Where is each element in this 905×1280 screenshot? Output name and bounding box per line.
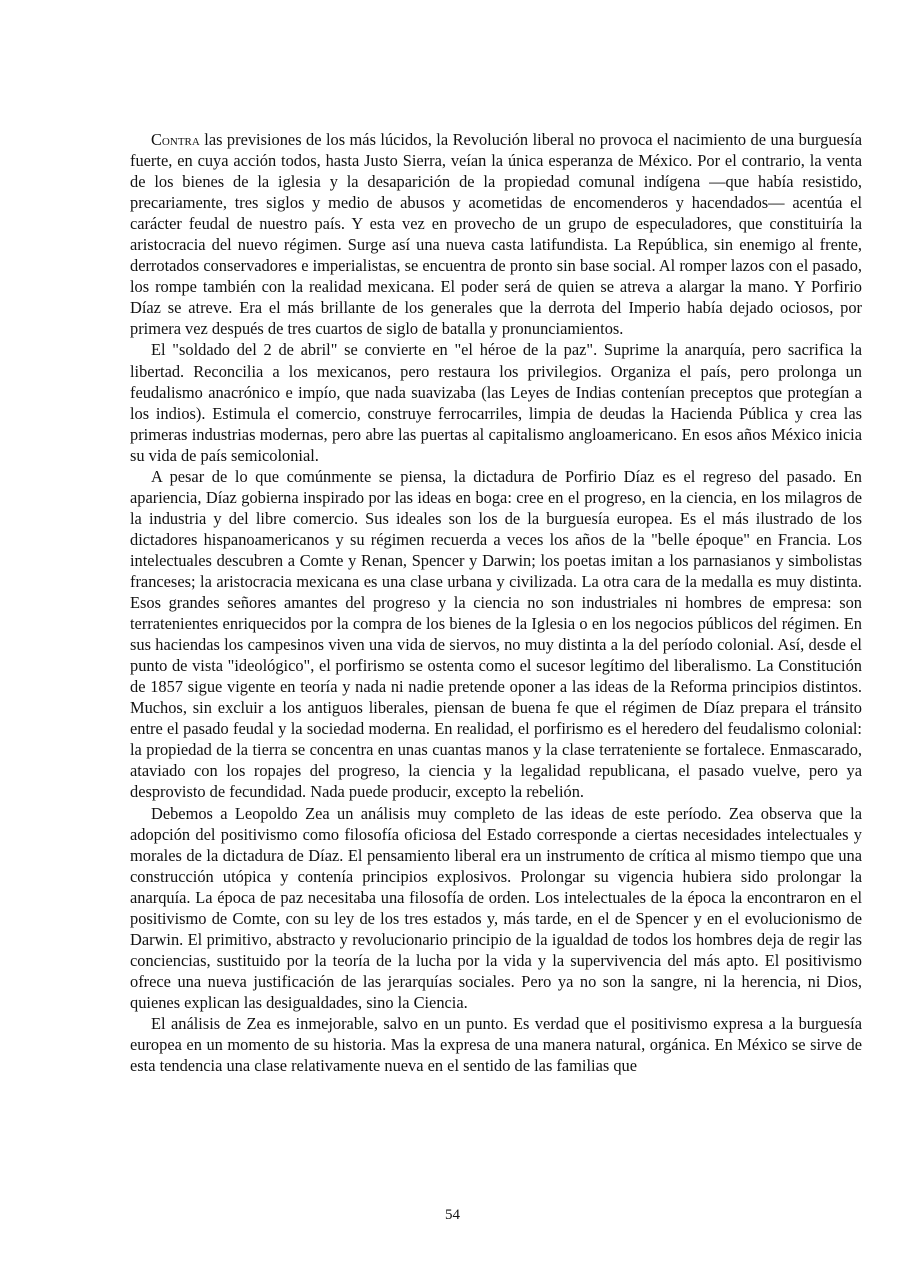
document-body — [130, 129, 862, 1076]
paragraph-lead-word: Contra — [151, 130, 200, 149]
paragraph-5: El análisis de Zea es inmejorable, salvo en un punto. Es verdad que el positivismo expresa a la burguesía europea en un momento de su historia. Mas la expresa de una manera natural, orgánica. En México se sirve de esta tendencia una clase relativamente nueva en el sentido de las familias que — [130, 1013, 862, 1076]
paragraph-4: Debemos a Leopoldo Zea un análisis muy completo de las ideas de este período. Zea observa que la adopción del positivismo como filosofía oficiosa del Estado corresponde a ciertas necesidades intelectuales y morales de la dictadura de Díaz. El pensamiento liberal era un instrumento de crítica al mismo tiempo que una construcción utópica y contenía principios explosivos. Prolongar su vigencia hubiera sido prolongar la anarquía. La época de paz necesitaba una filosofía de orden. Los intelectuales de la época la encontraron en el positivismo de Comte, con su ley de los tres estados y, más tarde, en el de Spencer y en el evolucionismo de Darwin. El primitivo, abstracto y revolucionario principio de la igualdad de todos los hombres deja de regir las conciencias, sustituido por la teoría de la lucha por la vida y la supervivencia del más apto. El positivismo ofrece una nueva justificación de las jerarquías sociales. Pero ya no son la sangre, ni la herencia, ni Dios, quienes explican las desigualdades, sino la Ciencia. — [130, 803, 862, 1012]
paragraph-3: A pesar de lo que comúnmente se piensa, la dictadura de Porfirio Díaz es el regreso del pasado. En apariencia, Díaz gobierna inspirado por las ideas en boga: cree en el progreso, en la ciencia, en los milagros de la industria y del libre comercio. Sus ideales son los de la burguesía europea. Es el más ilustrado de los dictadores hispanoamericanos y su régimen recuerda a veces los años de la "belle époque" en Francia. Los intelectuales descubren a Comte y Renan, Spencer y Darwin; los poetas imitan a los parnasianos y simbolistas franceses; la aristocracia mexicana es una clase urbana y civilizada. La otra cara de la medalla es muy distinta. Esos grandes señores amantes del progreso y la ciencia no son industriales ni hombres de empresa: son terratenientes enriquecidos por la compra de los bienes de la Iglesia o en los negocios públicos del régimen. En sus haciendas los campesinos viven una vida de siervos, no muy distinta a la del período colonial. Así, desde el punto de vista "ideológico", el porfirismo se ostenta como el sucesor legítimo del liberalismo. La Constitución de 1857 sigue vigente en teoría y nada ni nadie pretende oponer a las ideas de la Reforma principios distintos. Muchos, sin excluir a los antiguos liberales, piensan de buena fe que el régimen de Díaz prepara el tránsito entre el pasado feudal y la sociedad moderna. En realidad, el porfirismo es el heredero del feudalismo colonial: la propiedad de la tierra se concentra en unas cuantas manos y la clase terrateniente se fortalece. Enmascarado, ataviado con los ropajes del progreso, la ciencia y la legalidad republicana, el pasado vuelve, pero ya desprovisto de fecundidad. Nada puede producir, excepto la rebelión. — [130, 466, 862, 802]
page-number: 54 — [445, 1207, 460, 1223]
paragraph-1-text: las previsiones de los más lúcidos, la Revolución liberal no provoca el nacimiento de una burguesía fuerte, en cuya acción todos, hasta Justo Sierra, veían la única esperanza de México. Por el contrario, la venta de los bienes de la iglesia y la desaparición de la propiedad comunal indígena —que había resistido, precariamente, tres siglos y medio de abusos y acometidas de encomenderos y hacendados— acentúa el carácter feudal de nuestro país. Y esta vez en provecho de un grupo de especuladores, que constituiría la aristocracia del nuevo régimen. Surge así una nueva casta latifundista. La República, sin enemigo al frente, derrotados conservadores e imperialistas, se encuentra de pronto sin base social. Al romper lazos con el pasado, los rompe también con la realidad mexicana. El poder será de quien se atreva a alargar la mano. Y Porfirio Díaz se atreve. Era el más brillante de los generales que la derrota del Imperio había dejado ociosos, por primera vez después de tres cuartos de siglo de batalla y pronunciamientos. — [130, 130, 862, 339]
paragraph-1 — [130, 129, 862, 339]
paragraph-2: El "soldado del 2 de abril" se convierte en "el héroe de la paz". Suprime la anarquía, pero sacrifica la libertad. Reconcilia a los mexicanos, pero restaura los privilegios. Organiza el país, pero prolonga un feudalismo anacrónico e impío, que nada suavizaba (las Leyes de Indias contenían preceptos que protegían a los indios). Estimula el comercio, construye ferrocarriles, limpia de deudas la Hacienda Pública y crea las primeras industrias modernas, pero abre las puertas al capitalismo angloamericano. En esos años México inicia su vida de país semicolonial. — [130, 340, 862, 465]
